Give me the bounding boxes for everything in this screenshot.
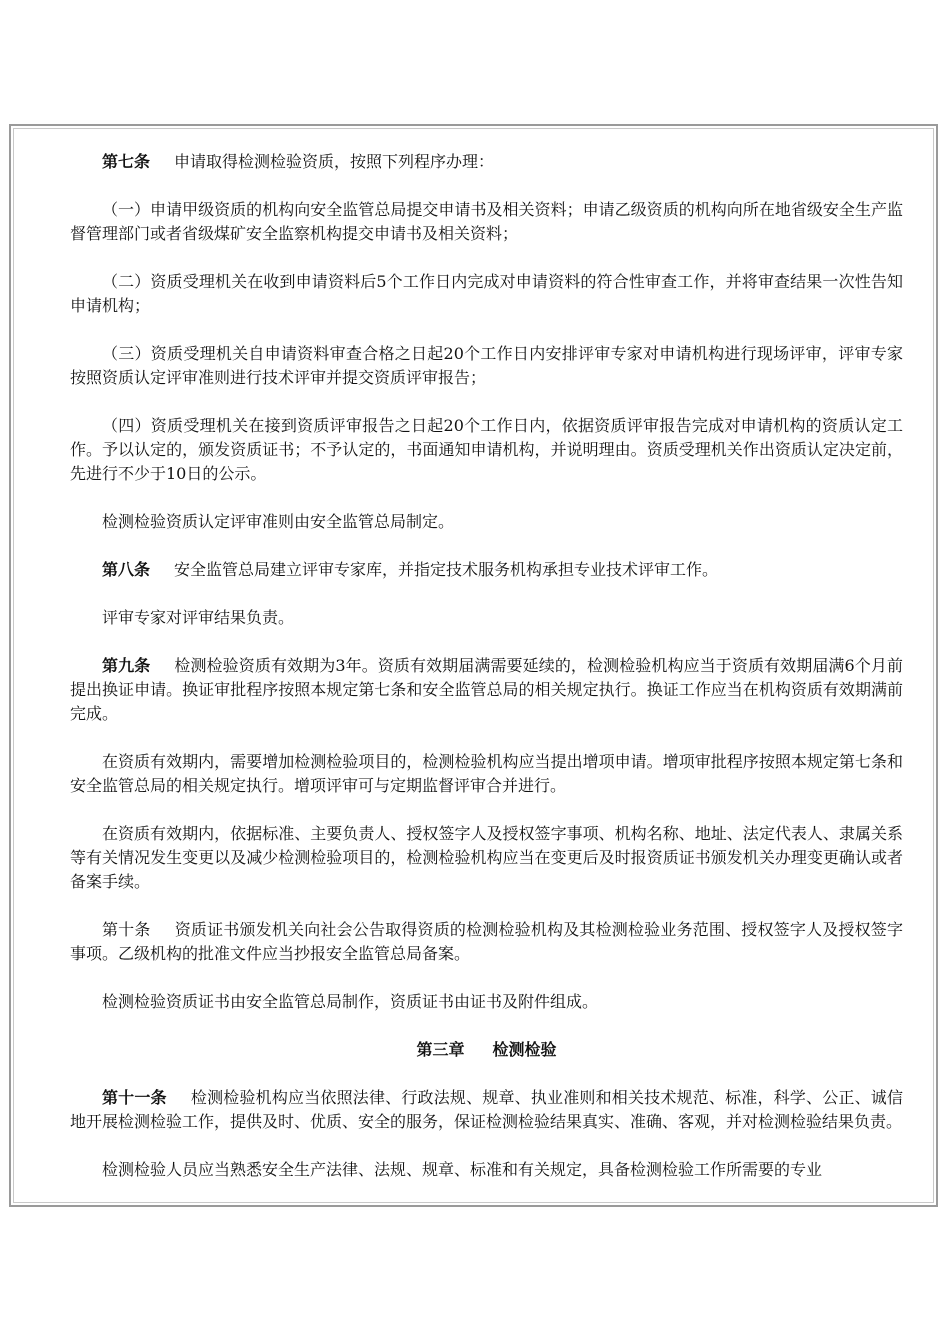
article-7-item-3: （三）资质受理机关自申请资料审查合格之日起20个工作日内安排评审专家对申请机构进行现场评审，评审专家按照资质认定评审准则进行技术评审并提交资质评审报告； (70, 344, 903, 387)
article-11-para-2: 检测检验人员应当熟悉安全生产法律、法规、规章、标准和有关规定，具备检测检验工作所需要的专业 (102, 1160, 823, 1179)
article-11-label: 第十一条 (102, 1088, 167, 1107)
article-9-para-3: 在资质有效期内，依据标准、主要负责人、授权签字人及授权签字事项、机构名称、地址、法定代表人、隶属关系等有关情况发生变更以及减少检测检验项目的，检测检验机构应当在变更后及时报资质证书颁发机关办理变更确认或者备案手续。 (70, 824, 903, 891)
article-8 (70, 558, 903, 582)
document-body (70, 150, 903, 1206)
article-10-para-2: 检测检验资质证书由安全监管总局制作，资质证书由证书及附件组成。 (102, 992, 599, 1011)
article-8-para-2: 评审专家对评审结果负责。 (102, 608, 295, 627)
article-10-label: 第十条 (102, 920, 151, 939)
article-9-text: 检测检验资质有效期为3年。资质有效期届满需要延续的，检测检验机构应当于资质有效期届满6个月前提出换证申请。换证审批程序按照本规定第七条和安全监管总局的相关规定执行。换证工作应当在机构资质有效期满前完成。 (70, 656, 903, 723)
article-9-label: 第九条 (102, 656, 151, 675)
article-8-label: 第八条 (102, 560, 151, 579)
article-7-item-4: （四）资质受理机关在接到资质评审报告之日起20个工作日内，依据资质评审报告完成对申请机构的资质认定工作。予以认定的，颁发资质证书；不予认定的，书面通知申请机构，并说明理由。资质受理机关作出资质认定决定前，先进行不少于10日的公示。 (70, 416, 903, 483)
article-11 (70, 1086, 903, 1134)
article-11-text: 检测检验机构应当依照法律、行政法规、规章、执业准则和相关技术规范、标准，科学、公正、诚信地开展检测检验工作，提供及时、优质、安全的服务，保证检测检验结果真实、准确、客观，并对检测检验结果负责。 (70, 1088, 903, 1131)
article-7-item-1: （一）申请甲级资质的机构向安全监管总局提交申请书及相关资料；申请乙级资质的机构向所在地省级安全生产监督管理部门或者省级煤矿安全监察机构提交申请书及相关资料； (70, 200, 903, 243)
article-9-para-2: 在资质有效期内，需要增加检测检验项目的，检测检验机构应当提出增项申请。增项审批程序按照本规定第七条和安全监管总局的相关规定执行。增项评审可与定期监督评审合并进行。 (70, 752, 903, 795)
article-8-text: 安全监管总局建立评审专家库，并指定技术服务机构承担专业技术评审工作。 (174, 560, 719, 579)
article-9 (70, 654, 903, 726)
chapter-number: 第三章 (416, 1040, 465, 1059)
article-7 (70, 150, 903, 174)
chapter-title: 检测检验 (492, 1040, 557, 1059)
chapter-heading (70, 1038, 903, 1062)
article-10-text: 资质证书颁发机关向社会公告取得资质的检测检验机构及其检测检验业务范围、授权签字人及授权签字事项。乙级机构的批准文件应当抄报安全监管总局备案。 (70, 920, 903, 963)
article-7-label: 第七条 (102, 152, 151, 171)
article-7-text: 申请取得检测检验资质，按照下列程序办理： (174, 152, 495, 171)
article-10 (70, 918, 903, 966)
article-7-item-2: （二）资质受理机关在收到申请资料后5个工作日内完成对申请资料的符合性审查工作，并将审查结果一次性告知申请机构； (70, 272, 903, 315)
document-frame (9, 124, 938, 1207)
article-7-closing: 检测检验资质认定评审准则由安全监管总局制定。 (102, 512, 455, 531)
